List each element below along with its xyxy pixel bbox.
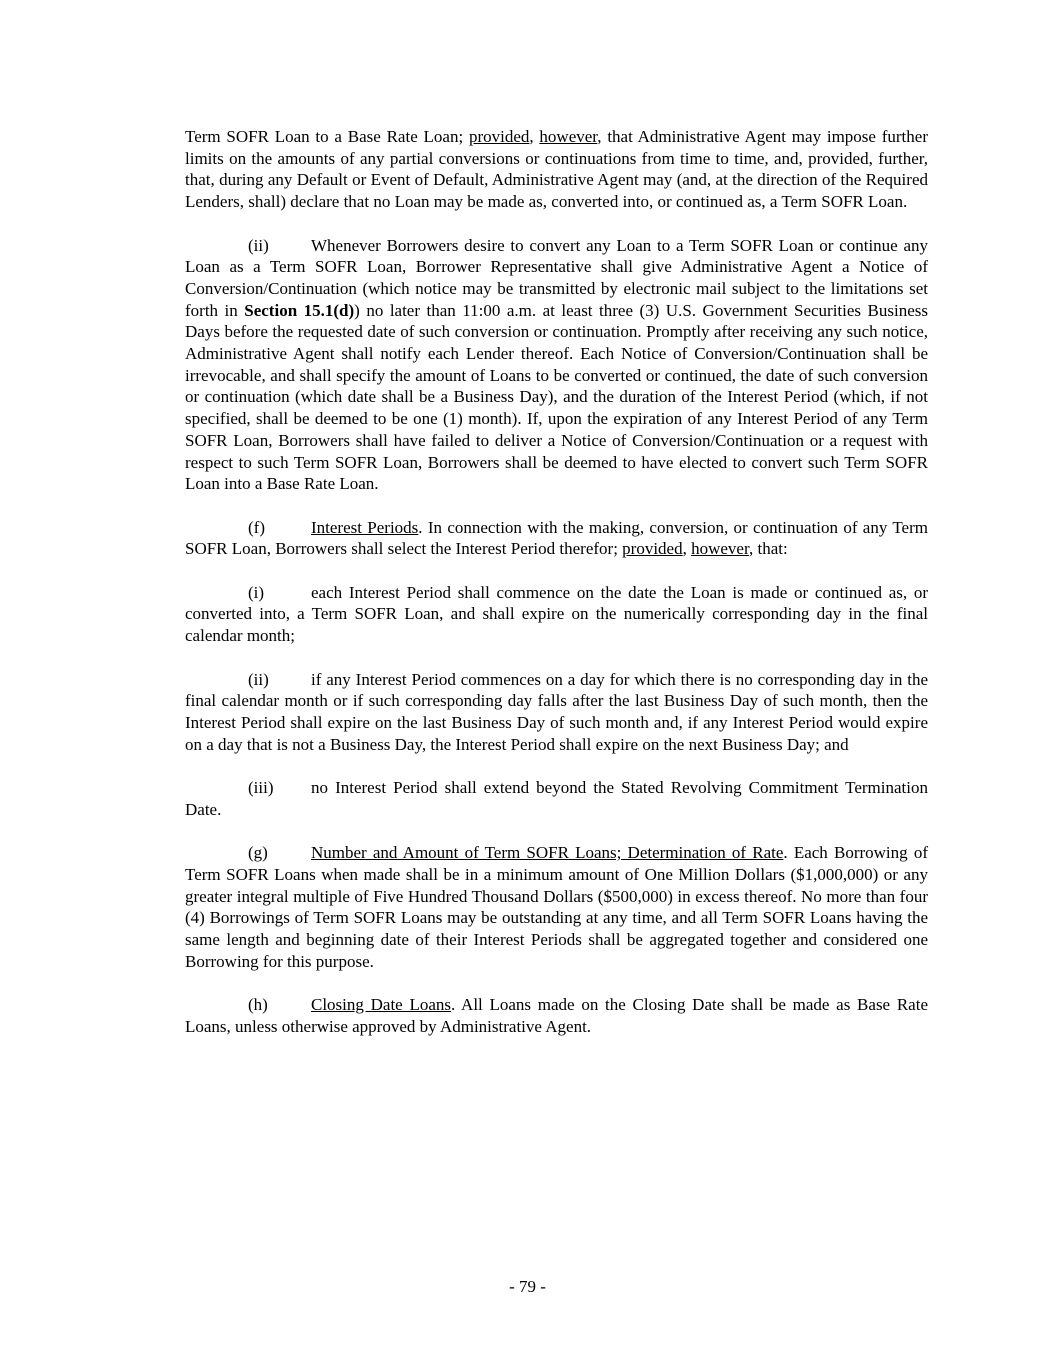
paragraph-label: (iii) xyxy=(248,778,274,798)
page-number: - 79 - xyxy=(509,1277,546,1296)
paragraph-text: each Interest Period shall commence on the date the Loan is made or continued as, or converted into, a Term SOFR Loan, and shall expire on the numerically corresponding day in the final calendar month; xyxy=(185,582,928,646)
para-f-ii xyxy=(185,669,928,756)
para-f-iii xyxy=(185,777,928,820)
paragraph-label: (i) xyxy=(248,582,265,602)
paragraph-text: however xyxy=(691,539,749,559)
paragraph-text: Section 15.1(d) xyxy=(244,300,355,320)
paragraph-text: Number and Amount of Term SOFR Loans; Determination of Rate xyxy=(311,843,784,863)
para-ii-notice-of-conversion xyxy=(185,235,928,495)
paragraph-text: however xyxy=(539,127,598,146)
paragraph-label: (ii) xyxy=(248,235,269,255)
paragraph-label: (ii) xyxy=(248,669,269,689)
paragraph-text: Closing Date Loans xyxy=(311,995,451,1015)
paragraph-label: (g) xyxy=(248,843,268,863)
paragraph-label: (h) xyxy=(248,995,268,1015)
paragraph-text: Whenever Borrowers desire to convert any Loan to a Term SOFR Loan or continue any Loan as a Term SOFR Loan, Borrower Representative shall give Administrative Agent a Notice of Conversion/Continuation (which notice may be transmitted by electronic mail subject to the limitations set forth in xyxy=(185,235,928,320)
paragraph-text: Interest Periods xyxy=(311,517,419,537)
para-h-closing-date-loans xyxy=(185,994,928,1037)
paragraph-label: (f) xyxy=(248,517,265,537)
para-term-sofr-continuation xyxy=(185,126,928,213)
para-g-number-and-amount xyxy=(185,842,928,972)
document-body xyxy=(185,126,928,1037)
paragraph-text: . Each Borrowing of Term SOFR Loans when made shall be in a minimum amount of One Million Dollars ($1,000,000) or any greater integral multiple of Five Hundred Thousand Dollars ($500,000) in excess thereof. No more than four (4) Borrowings of Term SOFR Loans may be outstanding at any time, and all Term SOFR Loans having the same length and beginning date of their Interest Periods shall be aggregated together and considered one Borrowing for this purpose. xyxy=(185,843,928,971)
paragraph-text: ) no later than 11:00 a.m. at least three (3) U.S. Government Securities Business Days before the requested date of such conversion or continuation. Promptly after receiving any such notice, Administrative Agent shall notify each Lender thereof. Each Notice of Conversion/Continuation shall be irrevocable, and shall specify the amount of Loans to be converted or continued, the date of such conversion or continuation (which date shall be a Business Day), and the duration of the Interest Period (which, if not specified, shall be deemed to be one (1) month). If, upon the expiration of any Interest Period of any Term SOFR Loan, Borrowers shall have failed to deliver a Notice of Conversion/Continuation or a request with respect to such Term SOFR Loan, Borrowers shall be deemed to have elected to convert such Term SOFR Loan into a Base Rate Loan. xyxy=(185,300,928,494)
para-f-interest-periods xyxy=(185,517,928,560)
paragraph-text: provided xyxy=(468,127,530,146)
paragraph-text: , that Administrative Agent may impose further limits on the amounts of any partial conversions or continuations from time to time, and, provided, further, that, during any Default or Event of Default, Administrative Agent may (and, at the direction of the Required Lenders, shall) declare that no Loan may be made as, converted into, or continued as, a Term SOFR Loan. xyxy=(185,127,928,212)
paragraph-text: no Interest Period shall extend beyond the Stated Revolving Commitment Termination Date. xyxy=(185,778,928,819)
paragraph-text: , that: xyxy=(748,539,788,559)
paragraph-text: provided xyxy=(622,539,683,559)
paragraph-text: , xyxy=(529,127,540,146)
paragraph-text: Term SOFR Loan to a Base Rate Loan; xyxy=(185,127,469,146)
paragraph-text: . All Loans made on the Closing Date shall be made as Base Rate Loans, unless otherwise approved by Administrative Agent. xyxy=(185,995,928,1036)
para-f-i xyxy=(185,582,928,647)
paragraph-text: , xyxy=(682,539,692,559)
paragraph-text: . In connection with the making, conversion, or continuation of any Term SOFR Loan, Borrowers shall select the Interest Period therefor; xyxy=(185,517,928,559)
paragraph-text: if any Interest Period commences on a day for which there is no corresponding day in the final calendar month or if such corresponding day falls after the last Business Day of such month, then the Interest Period shall expire on the last Business Day of such month and, if any Interest Period would expire on a day that is not a Business Day, the Interest Period shall expire on the next Business Day; and xyxy=(185,669,928,754)
